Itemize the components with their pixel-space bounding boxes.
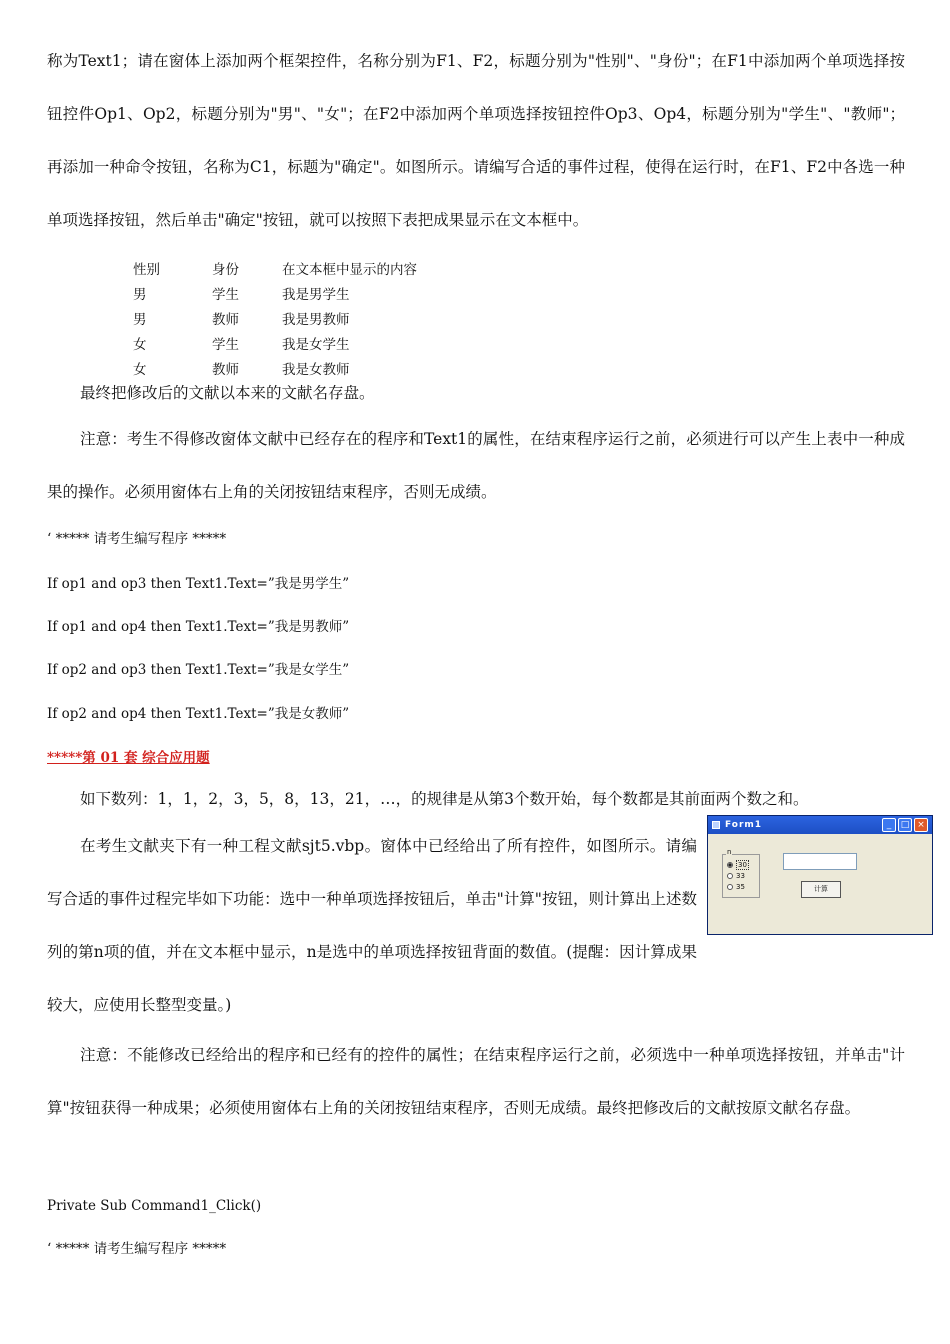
table-header-cell: 性别 [133, 262, 160, 278]
table-row [133, 308, 502, 333]
result-textbox[interactable] [783, 853, 857, 870]
close-button[interactable]: × [914, 818, 928, 832]
form-icon [712, 821, 720, 829]
option-30[interactable] [727, 860, 749, 870]
table-cell: 我是男教师 [282, 312, 350, 328]
table-cell: 教师 [212, 362, 239, 378]
result-table [133, 258, 502, 383]
option-33[interactable] [727, 871, 745, 881]
table-cell: 学生 [212, 337, 239, 353]
paragraph-attention-2: 注意：不能修改已经给出的程序和已经有的控件的属性；在结束程序运行之前，必须选中一种单项选择按钮，并单击"计算"按钮获得一种成果；必须使用窗体右上角的关闭按钮结束程序，否则无成绩。最终把修改后的文献按原文献名存盘。 [47, 1046, 905, 1117]
form1-title: Form1 [725, 820, 763, 830]
code-comment: ‘ ***** 请考生编写程序 ***** [47, 1241, 227, 1257]
table-row [133, 333, 502, 358]
paragraph-task-description: 称为Text1；请在窗体上添加两个框架控件，名称分别为F1、F2，标题分别为"性别"、"身份"；在F1中添加两个单项选择按钮控件Op1、Op2，标题分别为"男"、"女"；在F2中添加两个单项选择按钮控件Op3、Op4，标题分别为"学生"、"教师"；再添加一种命令按钮，名称为C1，标题为"确定"。如图所示。请编写合适的事件过程，使得在运行时，在F1、F2中各选一种单项选择按钮，然后单击"确定"按钮，就可以按照下表把成果显示在文本框中。 [47, 52, 905, 229]
form1-titlebar [708, 816, 932, 834]
table-cell: 我是男学生 [282, 287, 350, 303]
table-header-cell: 身份 [212, 262, 239, 278]
frame-caption: n [727, 848, 732, 856]
code-sub-declaration: Private Sub Command1_Click() [47, 1198, 262, 1214]
code-line: If op2 and op4 then Text1.Text=”我是女教师” [47, 706, 350, 722]
minimize-button[interactable]: _ [882, 818, 896, 832]
code-line: If op1 and op3 then Text1.Text=”我是男学生” [47, 576, 350, 592]
table-row [133, 283, 502, 308]
paragraph-task-2-intro: 在考生文献夹下有一种工程文献sjt5.vbp。窗体中已经给出了所有控件，如图所示。请编写合适的事件过程完毕如下功能：选中一种单项选择按钮后，单击"计算"按钮，则计算出上述数列的第n项的值，并在文本框中显示，n是选中的单项选择按钮背面的数值。(提醒：因计算成果较大，应使用长整型变量。) [47, 837, 697, 1014]
table-cell: 女 [133, 337, 147, 353]
calculate-button[interactable]: 计算 [801, 881, 841, 898]
code-line: If op1 and op4 then Text1.Text=”我是男教师” [47, 619, 350, 635]
table-cell: 女 [133, 362, 147, 378]
table-cell: 我是女学生 [282, 337, 350, 353]
paragraph-save-note: 最终把修改后的文献以本来的文献名存盘。 [80, 384, 375, 402]
table-cell: 学生 [212, 287, 239, 303]
form1-window [707, 815, 933, 935]
option-35[interactable] [727, 882, 745, 892]
option-label: 33 [736, 872, 745, 880]
maximize-button[interactable]: □ [898, 818, 912, 832]
paragraph-attention-1: 注意：考生不得修改窗体文献中已经存在的程序和Text1的属性，在结束程序运行之前，必须进行可以产生上表中一种成果的操作。必须用窗体右上角的关闭按钮结束程序，否则无成绩。 [47, 430, 905, 501]
radio-icon [727, 862, 733, 868]
table-cell: 男 [133, 312, 147, 328]
table-cell: 教师 [212, 312, 239, 328]
option-label: 30 [738, 861, 747, 869]
table-cell: 我是女教师 [282, 362, 350, 378]
code-line: If op2 and op3 then Text1.Text=”我是女学生” [47, 662, 350, 678]
table-cell: 男 [133, 287, 147, 303]
paragraph-sequence: 如下数列：1，1，2，3，5，8，13，21，…，的规律是从第3个数开始，每个数都是其前面两个数之和。 [80, 790, 809, 808]
radio-icon [727, 884, 733, 890]
code-comment: ‘ ***** 请考生编写程序 ***** [47, 531, 227, 547]
section-heading: *****第 01 套 综合应用题 [47, 750, 210, 766]
table-header-cell: 在文本框中显示的内容 [282, 262, 417, 278]
radio-icon [727, 873, 733, 879]
option-label: 35 [736, 883, 745, 891]
table-header-row [133, 258, 502, 283]
